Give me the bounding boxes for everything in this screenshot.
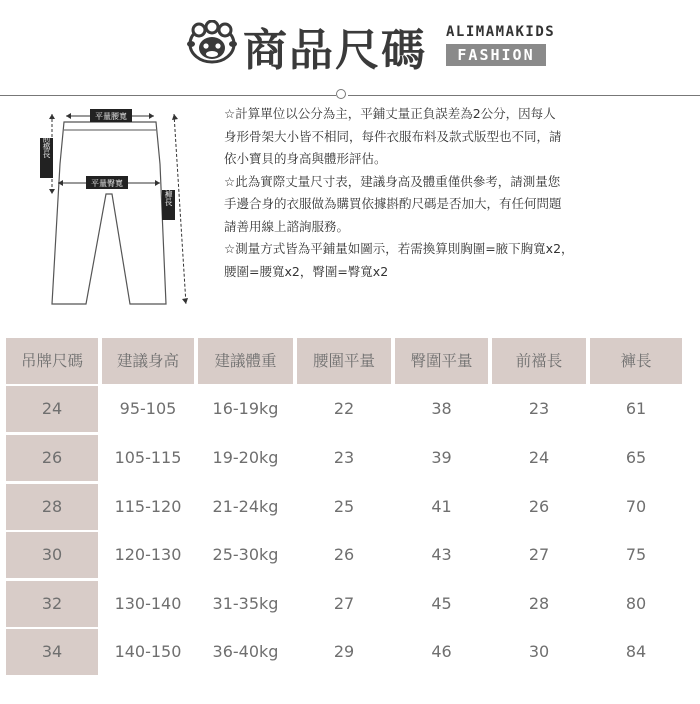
table-cell: 21-24kg [212,497,279,516]
table-cell: 23 [528,399,550,418]
note-line: ☆此為實際丈量尺寸表，建議身高及體重僅供參考，請測量您 [224,173,561,189]
table-header-cell: 建議身高 [102,338,194,384]
table-cell: 36-40kg [212,642,279,661]
table-cell: 80 [625,594,647,613]
length-label: 褲長 [164,190,173,206]
table-cell: 16-19kg [212,399,279,418]
sheep-logo-icon [185,20,239,66]
note-line: 請善用線上諮詢服務。 [224,218,350,234]
table-header-cell: 臀圍平量 [395,338,488,384]
table-cell: 41 [431,497,452,516]
table-cell: 61 [625,399,647,418]
note-line: ☆測量方式皆為平鋪量如圖示，若需換算則胸圍=腋下胸寬x2， [224,241,574,256]
table-cell: 27 [528,545,550,564]
pants-outline [52,122,166,304]
table-cell: 25-30kg [212,545,279,564]
size-cell: 24 [6,386,98,432]
table-cell: 70 [625,497,647,516]
table-header-cell: 腰圍平量 [297,338,391,384]
table-cell: 115-120 [114,497,182,516]
size-cell: 34 [6,629,98,675]
size-cell: 30 [6,532,98,578]
table-cell: 25 [333,497,355,516]
table-cell: 84 [625,642,647,661]
note-line: 依小寶貝的身高與體形評估。 [224,151,387,166]
table-cell: 75 [625,545,647,564]
brand-name: ALIMAMAKIDS [446,24,556,40]
table-header-cell: 吊牌尺碼 [6,338,98,384]
table-header-cell: 褲長 [590,338,682,384]
table-cell: 19-20kg [212,448,279,467]
table-cell: 120-130 [114,545,182,564]
table-cell: 24 [528,448,550,467]
table-cell: 45 [431,594,452,613]
front-rise-label: 前襠長 [42,134,51,158]
table-cell: 26 [528,497,550,516]
table-cell: 43 [431,545,452,564]
waist-label: 平量腰寬 [95,112,127,121]
table-cell: 65 [625,448,647,467]
divider-left [0,95,336,96]
table-cell: 27 [333,594,355,613]
table-cell: 130-140 [114,594,182,613]
table-cell: 105-115 [114,448,182,467]
table-cell: 30 [528,642,550,661]
table-cell: 31-35kg [212,594,279,613]
page-header [0,0,700,90]
size-cell: 32 [6,581,98,627]
size-cell: 28 [6,484,98,530]
divider-right [348,95,700,96]
table-cell: 140-150 [114,642,182,661]
table-cell: 28 [528,594,550,613]
table-cell: 22 [333,399,355,418]
table-cell: 46 [431,642,452,661]
table-cell: 95-105 [119,399,177,418]
note-line: 手邊合身的衣服做為購買依據斟酌尺碼是否加大，有任何問題 [224,196,562,211]
page-title: 商品尺碼 [243,25,427,76]
divider-dot [336,89,346,99]
fashion-badge: FASHION [446,44,546,66]
note-line: 身形骨架大小皆不相同，每件衣服布料及款式版型也不同，請 [224,128,562,144]
note-line: ☆計算單位以公分為主，平鋪丈量正負誤差為2公分，因每人 [224,106,556,121]
size-notes [224,103,664,283]
table-cell: 29 [333,642,355,661]
hip-label: 平量臀寬 [91,179,123,188]
table-cell: 23 [333,448,355,467]
table-header-cell: 建議體重 [198,338,293,384]
size-cell: 26 [6,435,98,481]
pants-measurement-diagram [34,104,204,316]
note-line: 腰圍=腰寬x2，臀圍=臀寬x2 [224,263,389,279]
table-header-cell: 前襠長 [492,338,586,384]
table-cell: 39 [431,448,452,467]
table-cell: 26 [333,545,355,564]
table-cell: 38 [431,399,452,418]
